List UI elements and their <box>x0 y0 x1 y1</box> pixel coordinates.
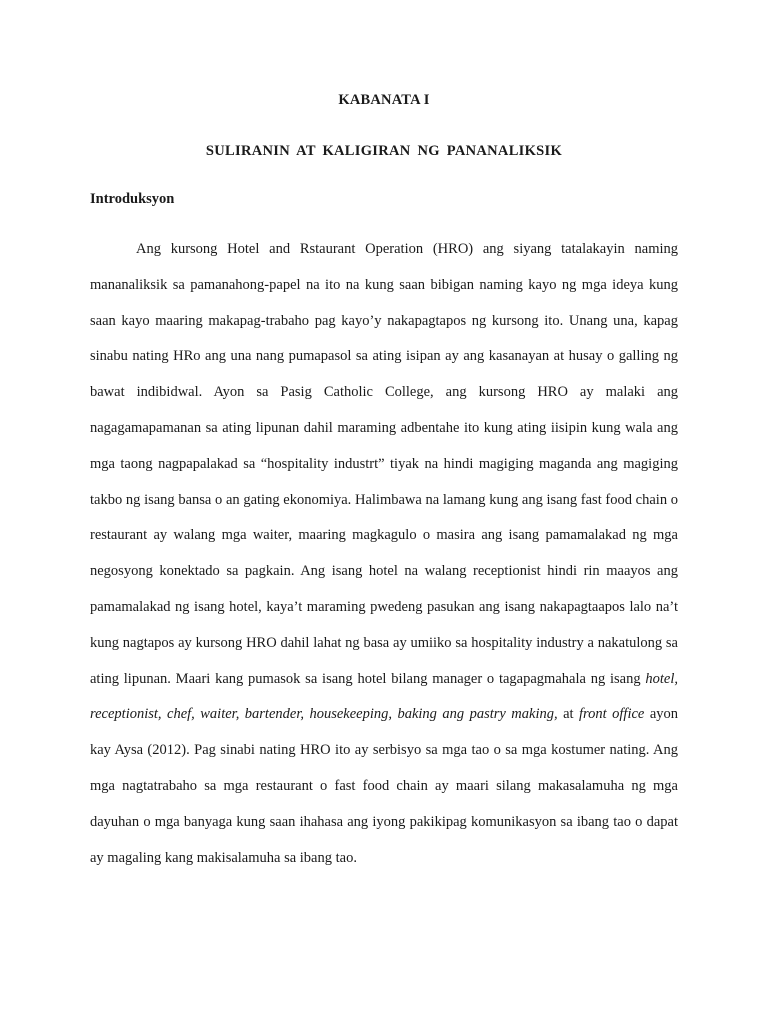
paragraph-italic-occupations: hotel, receptionist, chef, waiter, bartender, housekeeping, baking ang pastry making, <box>90 670 678 723</box>
chapter-label: KABANATA I <box>338 92 430 108</box>
paragraph-text-part1: Ang kursong Hotel and Rstaurant Operation (HRO) ang siyang tatalakayin naming mananaliksik sa pamanahong-papel na ito na kung saan bibigan naming kayo ng mga ideya kung saan kayo maaring makapag-trabaho pag kayo’y nakapagtapos ng kursong ito. Unang una, kapag sinabu nating HRo ang una nang pumapasol sa ating isipan ay ang kasanayan at husay o galling ng bawat indibidwal. Ayon sa Pasig Catholic College, ang kursong HRO ay malaki ang nagagamapamanan sa ating lipunan dahil maraming adbentahe ito kung ating iisipin kung wala ang mga taong nagpapalakad sa “hospitality industrt” tiyak na hindi magiging maganda ang magiging takbo ng isang bansa o an gating ekonomiya. Halimbawa na lamang kung ang isang fast food chain o restaurant ay walang mga waiter, maaring magkagulo o masira ang isang pamamalakad ng mga negosyong konektado sa pagkain. Ang isang hotel na walang receptionist hindi rin maayos ang pamamalakad ng isang hotel, kaya’t maraming pwedeng pasukan ang isang nakapagtaapos lalo na’t kung nagtapos ay kursong HRO dahil lahat ng basa ay umiiko sa hospitality industry a nakatulong sa ating lipunan. Maari kang pumasok sa isang hotel bilang manager o tagapagmahala ng isang <box>90 241 678 687</box>
body-paragraph <box>90 232 678 876</box>
section-heading: Introduksyon <box>90 191 175 207</box>
chapter-title: SULIRANIN AT KALIGIRAN NG PANANALIKSIK <box>205 143 563 159</box>
paragraph-text-part3: ayon kay Aysa (2012). Pag sinabi nating HRO ito ay serbisyo sa mga tao o sa mga kostumer nating. Ang mga nagtatrabaho sa mga restaurant o fast food chain ay maari silang makasalamuha ng mga dayuhan o mga banyaga kung saan ihahasa ang iyong pakikipag komunikasyon sa ibang tao o dapat ay magaling kang makisalamuha sa ibang tao. <box>90 706 679 866</box>
paragraph-italic-front-office: front office <box>579 706 645 723</box>
paragraph-text-part2: at <box>557 706 580 723</box>
